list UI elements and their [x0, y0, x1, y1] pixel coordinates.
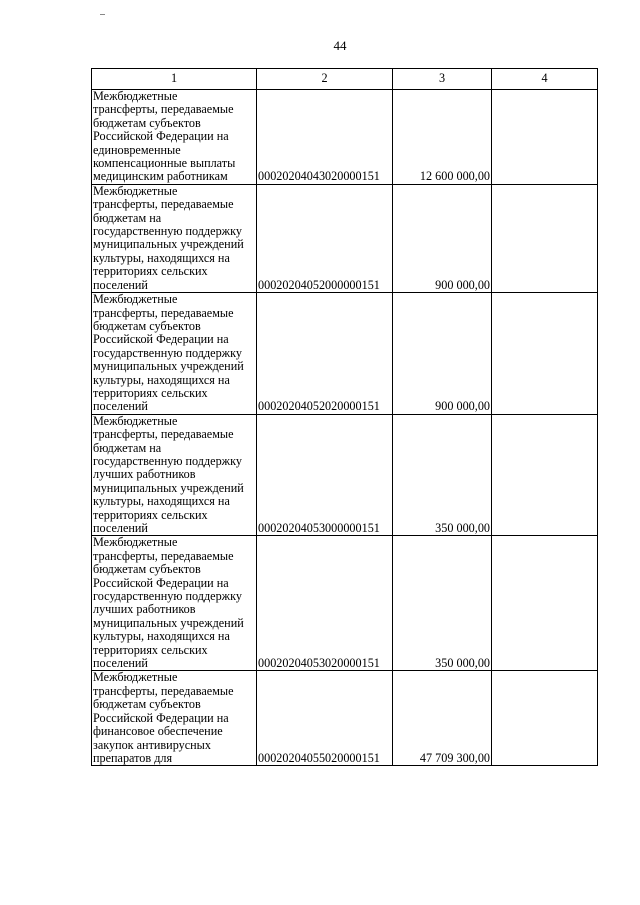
- table-row: [92, 184, 598, 292]
- table-header-row: [92, 69, 598, 90]
- row-column-4: [492, 293, 598, 415]
- column-header-1: 1: [92, 69, 257, 90]
- row-column-4: [492, 671, 598, 766]
- row-budget-code: 00020204053020000151: [257, 536, 393, 671]
- row-amount: 47 709 300,00: [393, 671, 492, 766]
- row-description: Межбюджетные трансферты, передаваемые бюджетам субъектов Российской Федерации на единовременные компенсационные выплаты медицинским работникам: [92, 90, 257, 185]
- budget-table: [91, 68, 598, 766]
- row-description: Межбюджетные трансферты, передаваемые бюджетам на государственную поддержку муниципальных учреждений культуры, находящихся на территориях сельских поселений: [92, 184, 257, 292]
- table-row: [92, 293, 598, 415]
- scan-artifact: [100, 14, 105, 15]
- row-budget-code: 00020204043020000151: [257, 90, 393, 185]
- row-budget-code: 00020204052000000151: [257, 184, 393, 292]
- row-column-4: [492, 90, 598, 185]
- page-number: 44: [333, 38, 347, 53]
- table-row: [92, 536, 598, 671]
- row-budget-code: 00020204052020000151: [257, 293, 393, 415]
- column-header-4: 4: [492, 69, 598, 90]
- row-budget-code: 00020204053000000151: [257, 414, 393, 536]
- table-row: [92, 671, 598, 766]
- table-row: [92, 90, 598, 185]
- row-amount: 350 000,00: [393, 536, 492, 671]
- row-amount: 350 000,00: [393, 414, 492, 536]
- row-column-4: [492, 536, 598, 671]
- row-description: Межбюджетные трансферты, передаваемые бюджетам субъектов Российской Федерации на государственную поддержку лучших работников муниципальных учреждений культуры, находящихся на территориях сельских поселений: [92, 536, 257, 671]
- row-description: Межбюджетные трансферты, передаваемые бюджетам субъектов Российской Федерации на государственную поддержку муниципальных учреждений культуры, находящихся на территориях сельских поселений: [92, 293, 257, 415]
- row-amount: 900 000,00: [393, 293, 492, 415]
- row-description: Межбюджетные трансферты, передаваемые бюджетам на государственную поддержку лучших работников муниципальных учреждений культуры, находящихся на территориях сельских поселений: [92, 414, 257, 536]
- row-budget-code: 00020204055020000151: [257, 671, 393, 766]
- row-column-4: [492, 184, 598, 292]
- row-column-4: [492, 414, 598, 536]
- table-row: [92, 414, 598, 536]
- column-header-2: 2: [257, 69, 393, 90]
- row-amount: 900 000,00: [393, 184, 492, 292]
- row-amount: 12 600 000,00: [393, 90, 492, 185]
- row-description: Межбюджетные трансферты, передаваемые бюджетам субъектов Российской Федерации на финансовое обеспечение закупок антивирусных препаратов для: [92, 671, 257, 766]
- column-header-3: 3: [393, 69, 492, 90]
